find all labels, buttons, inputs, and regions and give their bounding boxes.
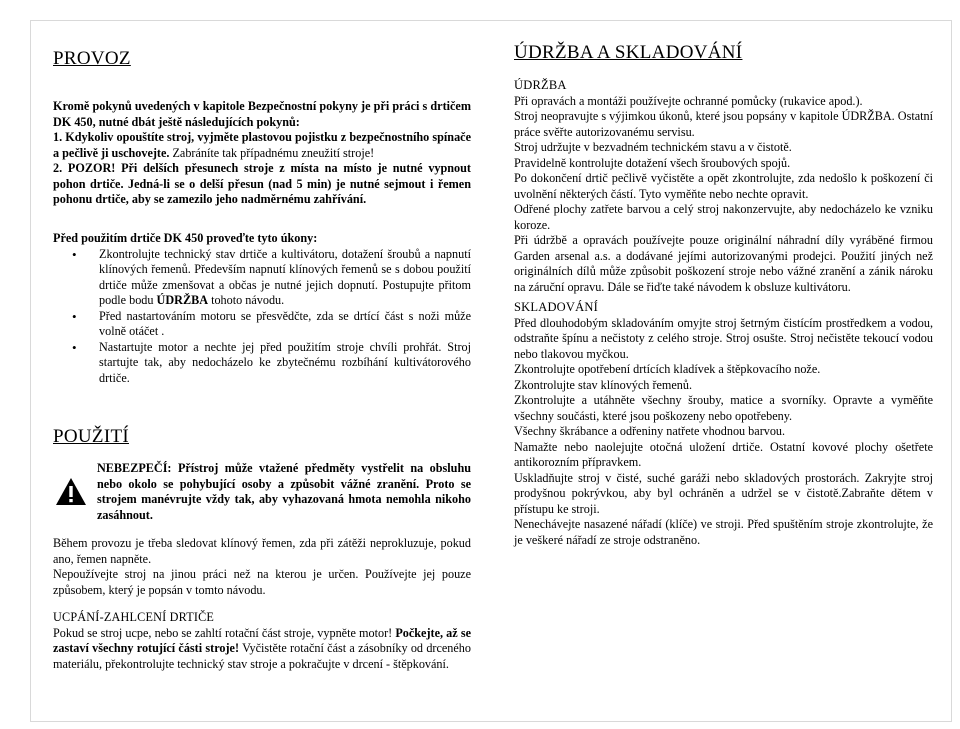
udrzba-line: Stroj udržujte v bezvadném technickém stavu a v čistotě. xyxy=(514,140,792,154)
section-title-provoz: PROVOZ xyxy=(53,48,131,69)
item-2-a: 2. POZOR! Při delších přesunech stroje z místa na místo je nutné vypnout pohon drtiče. xyxy=(53,161,471,191)
udrzba-title: ÚDRŽBA xyxy=(514,78,567,92)
udrzba-line: Pravidelně kontrolujte dotažení všech šroubových spojů. xyxy=(514,155,791,170)
clog-text-bold: Počkejte, až se zastaví všechny rotující části stroje! xyxy=(53,625,471,655)
skladovani-line: Všechny škrábance a odřeniny natřete vhodnou barvou. xyxy=(514,424,786,438)
skladovani-line: Zkontrolujte opotřebení drtících kladívek a štěpkovacího nože. xyxy=(514,362,821,376)
udrzba-line: Při opravách a montáži používejte ochranné pomůcky (rukavice apod.). xyxy=(514,93,863,108)
bullet-1-bold: ÚDRŽBA xyxy=(156,293,209,307)
skladovani-line: Zkontrolujte a utáhněte všechny šrouby, matice a svorníky. Opravte a vyměňte všechny součásti, které jsou poškozeny nebo opotřebeny. xyxy=(514,393,933,423)
udrzba-line: Stroj neopravujte s výjimkou úkonů, které jsou popsány v kapitole ÚDRŽBA. Ostatní práce svěřte autorizovanému servisu. xyxy=(514,109,933,139)
udrzba-line: Odřené plochy zatřete barvou a celý stroj nakonzervujte, aby nedocházelo ke vzniku koroze. xyxy=(514,202,933,232)
instruction-item-1 xyxy=(53,130,471,161)
instruction-item-2 xyxy=(53,161,471,208)
before-use-section xyxy=(53,231,471,386)
usage-paragraph-1: Během provozu je třeba sledovat klínový řemen, zda při zátěži neprokluzuje, pokud ano, řemen napněte. xyxy=(53,536,471,566)
bullet-1-text: Zkontrolujte technický stav drtiče a kultivátoru, dotažení šroubů a napnutí klínových řemenů. Především napnutí klínových řemenů se s dobou použití drtiče může zmenšovat a občas je nutné jejich dopnutí. Postupujte přitom podle bodu xyxy=(99,246,471,307)
bullet-1-end: tohoto návodu. xyxy=(208,293,285,307)
warning-text: NEBEZPEČÍ: Přístroj může vtažené předměty vystřelit na obsluhu nebo okolo se pohybující osoby a způsobit vážné zranění. Proto se strojem manévrujte vždy tak, aby vyhazovaná hmota nemohla nikoho zasáhnout. xyxy=(97,461,471,522)
clog-text-a: Pokud se stroj ucpe, nebo se zahltí rotační část stroje, vypněte motor! xyxy=(53,625,396,640)
skladovani-section xyxy=(514,300,933,548)
udrzba-line: Při údržbě a opravách používejte pouze originální náhradní díly vyráběné firmou Garden arsenal a.s. a dodávané jejími autorizovanými prodejci. Použití jiných než originálních dílů může způsobit poškození stroje nebo vážné zranění a zánik nároku na záruční opravu. Dále se řiďte také návodem k obsluze kultivátoru. xyxy=(514,233,933,294)
clog-text-c: Vyčistěte rotační část a zásobníky od drceného materiálu, překontrolujte technický stav stroje a pokračujte v drcení - štěpkování. xyxy=(53,641,471,671)
skladovani-line: Zkontrolujte stav klínových řemenů. xyxy=(514,377,693,392)
udrzba-section xyxy=(514,78,933,295)
skladovani-line: Nenechávejte nasazené nářadí (klíče) ve stroji. Před spuštěním stroje zkontrolujte, že je veškeré nářadí ze stroje odstraněno. xyxy=(514,517,933,547)
clog-section xyxy=(53,610,471,672)
provoz-intro xyxy=(53,99,471,208)
bullet-item-2: • Před nastartováním motoru se přesvědčte, zda se drtící část s noži může volně otáčet . xyxy=(53,309,471,340)
warning-triangle-icon xyxy=(55,477,87,506)
intro-text: Kromě pokynů uvedených v kapitole Bezpečnostní pokyny je při práci s drtičem DK 450, nutné dbát ještě následujících pokynů: xyxy=(53,99,471,129)
skladovani-line: Uskladňujte stroj v čisté, suché garáži nebo skladových prostorách. Zakryjte stroj prodyšnou pokrývkou, aby byl ochráněn a udržel se v čistotě.Zabraňte dětem v přístupu ke stroji. xyxy=(514,470,933,516)
before-use-title: Před použitím drtiče DK 450 proveďte tyto úkony: xyxy=(53,231,318,245)
clog-paragraph xyxy=(53,626,471,673)
skladovani-title: SKLADOVÁNÍ xyxy=(514,300,598,314)
udrzba-line: Po dokončení drtič pečlivě vyčistěte a opět zkontrolujte, zda nedošlo k poškození či uvolnění některých částí. Tyto vyměňte nebo nechte opravit. xyxy=(514,171,933,201)
bullet-item-3: • Nastartujte motor a nechte jej před použitím stroje chvíli prohřát. Stroj startujte tak, aby nedocházelo ke zbytečnému rozbíhání kultivátorového drtiče. xyxy=(53,340,471,387)
skladovani-line: Před dlouhodobým skladováním omyjte stroj šetrným čistícím prostředkem a vodou, odstraňte špínu a nečistoty z celého stroje. Stroj osušte. Stroj nečistěte tekoucí vodou nebo tlakovou myčkou. xyxy=(514,315,933,361)
section-title-udrzba-skladovani: ÚDRŽBA A SKLADOVÁNÍ xyxy=(514,42,743,63)
bullet-item-1 xyxy=(53,247,471,309)
usage-paragraph-2: Nepoužívejte stroj na jinou práci než na kterou je určen. Používejte jej pouze způsobem, který je popsán v tomto návodu. xyxy=(53,567,471,597)
item-1-bold: 1. Kdykoliv opouštíte stroj, vyjměte plastovou pojistku z bezpečnostního spínače a pečlivě ji uschovejte. xyxy=(53,130,471,160)
section-title-pouziti: POUŽITÍ xyxy=(53,426,129,447)
clog-title: UCPÁNÍ-ZAHLCENÍ DRTIČE xyxy=(53,610,215,624)
skladovani-line: Namažte nebo naolejujte otočná uložení drtiče. Ostatní kovové plochy ošetřete antikorozním přípravkem. xyxy=(514,439,933,469)
item-2-b: Jedná-li se o delší přesun (nad 5 min) je nutné sejmout i řemen pohonu drtiče, aby se zamezilo jeho nadměrnému zahřívání. xyxy=(53,176,471,206)
item-1-normal: Zabráníte tak případnému zneužití stroje! xyxy=(169,145,375,160)
usage-notes xyxy=(53,536,471,598)
